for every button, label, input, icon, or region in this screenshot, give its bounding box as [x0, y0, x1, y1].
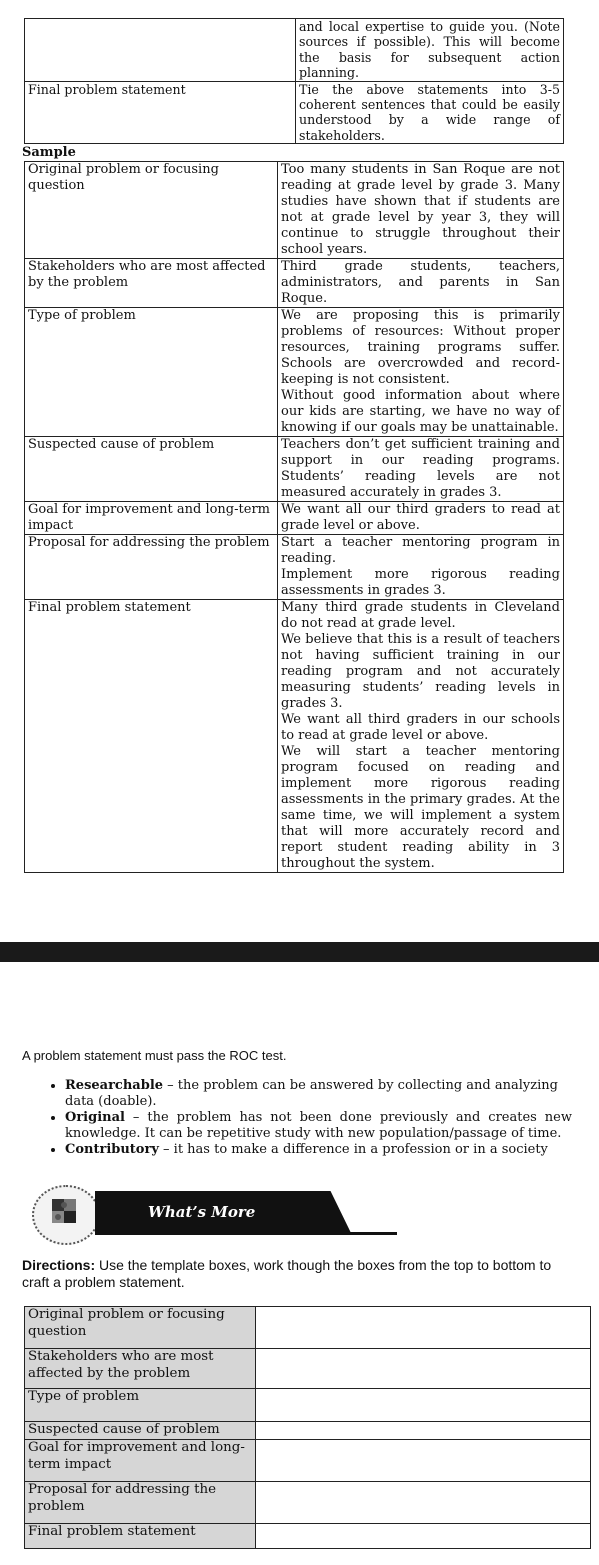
row-text: Too many students in San Roque are not reading at grade level by grade 3. Many studies have shown that if students are not at grade level by year 3, they will continue to struggle throughout their school years.	[278, 162, 564, 259]
roc-desc: – the problem can be answered by collecting and analyzing data (doable).	[65, 1078, 558, 1109]
row-text: Many third grade students in Cleveland do not read at grade level.	[281, 600, 560, 631]
template-label: Proposal for addressing the problem	[25, 1482, 256, 1524]
row-label: Suspected cause of problem	[25, 437, 278, 502]
row-text: We want all our third graders to read at grade level or above.	[278, 502, 564, 535]
template-label: Stakeholders who are most affected by the problem	[25, 1349, 256, 1389]
list-item	[65, 1110, 572, 1142]
row-label: Original problem or focusing question	[25, 162, 278, 259]
row-text: Implement more rigorous reading assessments in grades 3.	[281, 567, 560, 598]
table-row	[25, 162, 564, 259]
directions	[22, 1257, 562, 1291]
table-row	[25, 1524, 591, 1549]
table-row	[25, 1440, 591, 1482]
table-row	[25, 81, 564, 144]
list-item	[65, 1078, 572, 1110]
sample-table	[24, 161, 564, 873]
template-label: Goal for improvement and long-term impact	[25, 1440, 256, 1482]
roc-list	[22, 1078, 572, 1158]
puzzle-badge-icon	[32, 1185, 100, 1245]
directions-text: Use the template boxes, work though the boxes from the top to bottom to craft a problem statement.	[22, 1257, 552, 1290]
whats-more-title: What’s More	[148, 1203, 256, 1221]
template-label: Original problem or focusing question	[25, 1307, 256, 1349]
top-table	[24, 18, 564, 144]
row-text-group	[278, 308, 564, 437]
roc-term: Contributory	[65, 1142, 159, 1157]
row-text: and local expertise to guide you. (Note sources if possible). This will become the basis for subsequent action planning.	[296, 19, 564, 82]
template-input-cell[interactable]	[256, 1482, 591, 1524]
table-row	[25, 535, 564, 600]
roc-desc: – it has to make a difference in a profession or in a society	[158, 1142, 548, 1157]
ribbon-underline	[95, 1232, 397, 1235]
row-text: We believe that this is a result of teachers not having sufficient training in our reading program and not accurately measuring students’ reading levels in grades 3.	[281, 632, 560, 711]
sample-heading: Sample	[22, 145, 76, 160]
table-row	[25, 502, 564, 535]
template-input-cell[interactable]	[256, 1307, 591, 1349]
row-label: Stakeholders who are most affected by the problem	[25, 259, 278, 308]
roc-intro: A problem statement must pass the ROC test.	[22, 1048, 287, 1063]
template-input-cell[interactable]	[256, 1422, 591, 1440]
table-row	[25, 437, 564, 502]
template-label: Type of problem	[25, 1389, 256, 1422]
roc-desc: – the problem has not been done previously and creates new knowledge. It can be repetitive study with new population/passage of time.	[65, 1110, 572, 1141]
template-input-cell[interactable]	[256, 1524, 591, 1549]
template-table	[24, 1306, 591, 1549]
row-label: Proposal for addressing the problem	[25, 535, 278, 600]
table-row	[25, 1422, 591, 1440]
row-label: Type of problem	[25, 308, 278, 437]
table-row	[25, 1482, 591, 1524]
roc-term: Researchable	[65, 1078, 164, 1093]
roc-list-wrap	[22, 1078, 572, 1158]
table-row	[25, 600, 564, 873]
row-label: Final problem statement	[25, 81, 296, 144]
template-input-cell[interactable]	[256, 1440, 591, 1482]
page-separator	[0, 942, 599, 962]
template-label: Suspected cause of problem	[25, 1422, 256, 1440]
row-label: Final problem statement	[25, 600, 278, 873]
row-text: Start a teacher mentoring program in reading.	[281, 535, 560, 566]
row-text: Teachers don’t get sufficient training and support in our reading programs. Students’ reading levels are not measured accurately in grades 3.	[278, 437, 564, 502]
list-item	[65, 1142, 572, 1158]
row-text: We want all third graders in our schools to read at grade level or above.	[281, 712, 560, 743]
template-label: Final problem statement	[25, 1524, 256, 1549]
table-row	[25, 308, 564, 437]
row-text: We are proposing this is primarily problems of resources: Without proper resources, training programs suffer. Schools are overcrowded and record- keeping is not consistent.	[281, 308, 560, 387]
table-row	[25, 259, 564, 308]
directions-label: Directions:	[22, 1257, 96, 1273]
row-text: Third grade students, teachers, administrators, and parents in San Roque.	[278, 259, 564, 308]
row-text-group	[278, 535, 564, 600]
row-label: Goal for improvement and long-term impact	[25, 502, 278, 535]
table-row	[25, 1389, 591, 1422]
row-text-group	[278, 600, 564, 873]
row-label	[25, 19, 296, 82]
table-row	[25, 1349, 591, 1389]
row-text: We will start a teacher mentoring program focused on reading and implement more rigorous reading assessments in the primary grades. At the same time, we will implement a system that will more accurately record and report student reading ability in 3 throughout the system.	[281, 744, 560, 871]
row-text: Without good information about where our kids are starting, we have no way of knowing if our goals may be unattainable.	[281, 388, 560, 435]
template-input-cell[interactable]	[256, 1349, 591, 1389]
table-row	[25, 1307, 591, 1349]
template-input-cell[interactable]	[256, 1389, 591, 1422]
row-text: Tie the above statements into 3-5 coherent sentences that could be easily understood by a wide range of stakeholders.	[296, 81, 564, 144]
roc-term: Original	[65, 1110, 125, 1125]
table-row	[25, 19, 564, 82]
